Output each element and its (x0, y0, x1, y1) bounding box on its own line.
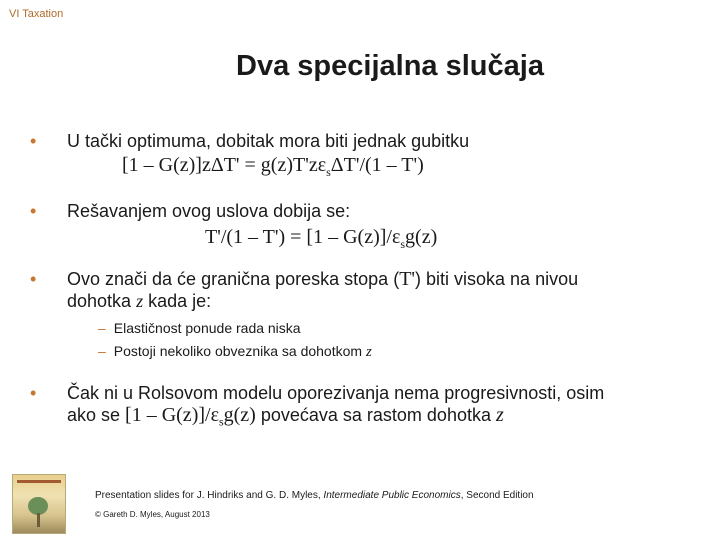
formula-1-tail: ΔT'/(1 – T') (330, 154, 424, 176)
formula-1-sub: s (326, 165, 331, 179)
formula-2-main: T'/(1 – T') = [1 – G(z)]/ε (205, 226, 401, 248)
footer-credit-a: Presentation slides for J. Hindriks and G. D. Myles, (95, 490, 324, 501)
slide-title: Dva specijalna slučaja (236, 50, 544, 82)
bullet-4-math-main: [1 – G(z)]/ε (125, 404, 219, 426)
sub-item-1 (98, 320, 301, 336)
bullet-dot: • (30, 269, 37, 289)
book-cover-image (12, 474, 66, 534)
bullet-3-math-z: z (136, 291, 144, 311)
bullet-1-text: U tački optimuma, dobitak mora biti jednak gubitku (67, 131, 470, 151)
formula-2 (205, 226, 437, 252)
bullet-dot: • (30, 201, 37, 221)
sub-item-2-text: Postoji nekoliko obveznika sa dohotkom (113, 343, 366, 359)
footer-credit (95, 490, 534, 501)
sub-item-dash: – (98, 343, 106, 359)
bullet-dot: • (30, 383, 37, 403)
formula-2-sub: s (400, 237, 406, 251)
bullet-4-line-2 (67, 404, 504, 433)
formula-1-main: [1 – G(z)]zΔT' = g(z)T'zε (122, 154, 327, 176)
sub-item-2-math: z (365, 344, 372, 360)
bullet-2-text: Rešavanjem ovog uslova dobija se: (67, 201, 351, 221)
bullet-3-line-1 (67, 268, 578, 290)
footer-credit-b: , Second Edition (460, 490, 534, 501)
bullet-3-line-1-b: ) biti visoka na nivou (415, 269, 579, 289)
bullet-3-line-2-a: dohotka (67, 291, 137, 311)
bullet-4-line-1: Čak ni u Rolsovom modelu oporezivanja nema progresivnosti, osim (67, 383, 605, 403)
sub-item-dash: – (98, 320, 106, 336)
tree-trunk (37, 513, 40, 527)
sub-item-2 (98, 343, 372, 361)
bullet-3-line-2 (67, 290, 211, 312)
section-tag: VI Taxation (9, 8, 64, 20)
bullet-4-math-tail: g(z) (223, 404, 256, 426)
bullet-4-math-z: z (495, 404, 504, 426)
bullet-3-math-t: T' (399, 268, 416, 290)
bullet-dot: • (30, 131, 37, 151)
bullet-4-line-2-a: ako se (67, 405, 126, 425)
footer-book-title: Intermediate Public Economics (323, 490, 461, 501)
formula-2-tail: g(z) (405, 226, 438, 248)
bullet-4-math-sub: s (218, 414, 224, 429)
sub-item-1-text: Elastičnost ponude rada niska (113, 320, 301, 336)
bullet-3-line-2-b: kada je: (143, 291, 212, 311)
footer-copyright: © Gareth D. Myles, August 2013 (95, 510, 210, 519)
formula-1 (122, 154, 424, 180)
bullet-3-line-1-a: Ovo znači da će granična poreska stopa ( (67, 269, 400, 289)
bullet-4-line-2-b: povećava sa rastom dohotka (255, 405, 496, 425)
cover-band (17, 480, 61, 483)
